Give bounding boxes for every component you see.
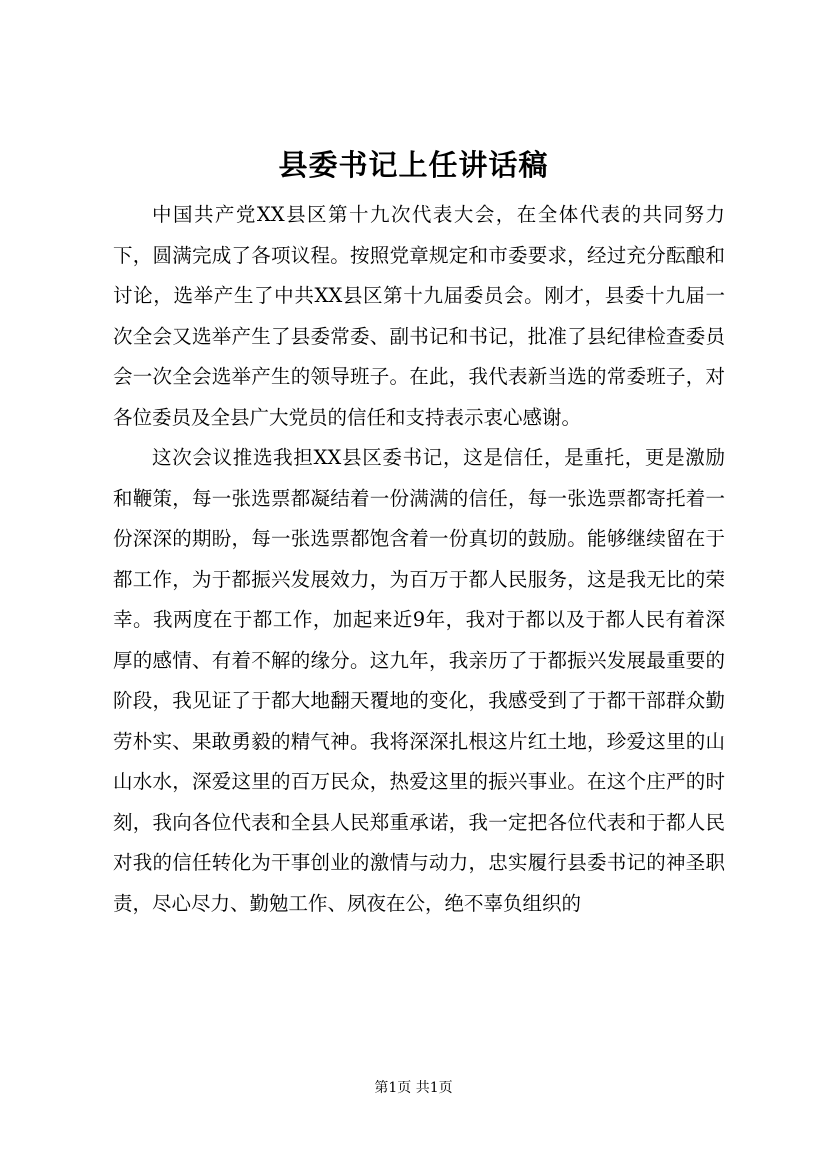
document-body — [113, 195, 725, 924]
paragraph-2: 这次会议推选我担XX县区委书记，这是信任，是重托，更是激励和鞭策，每一张选票都凝结着一份满满的信任，每一张选票都寄托着一份深深的期盼，每一张选票都饱含着一份真切的鼓励。能够继续留在于都工作，为于都振兴发展效力，为百万于都人民服务，这是我无比的荣幸。我两度在于都工作，加起来近9年，我对于都以及于都人民有着深厚的感情、有着不解的缘分。这九年，我亲历了于都振兴发展最重要的阶段，我见证了于都大地翻天覆地的变化，我感受到了于都干部群众勤劳朴实、果敢勇毅的精气神。我将深深扎根这片红土地，珍爱这里的山山水水，深爱这里的百万民众，热爱这里的振兴事业。在这个庄严的时刻，我向各位代表和全县人民郑重承诺，我一定把各位代表和于都人民对我的信任转化为干事创业的激情与动力，忠实履行县委书记的神圣职责，尽心尽力、勤勉工作、夙夜在公，绝不辜负组织的 — [113, 446, 725, 915]
paragraph-1: 中国共产党XX县区第十九次代表大会，在全体代表的共同努力下，圆满完成了各项议程。按照党章规定和市委要求，经过充分酝酿和讨论，选举产生了中共XX县区第十九届委员会。刚才，县委十九届一次全会又选举产生了县委常委、副书记和书记，批准了县纪律检查委员会一次全会选举产生的领导班子。在此，我代表新当选的常委班子，对各位委员及全县广大党员的信任和支持表示衷心感谢。 — [113, 203, 725, 429]
page-footer: 第1页 共1页 — [374, 1080, 453, 1096]
document-title: 县委书记上任讲话稿 — [278, 148, 549, 182]
